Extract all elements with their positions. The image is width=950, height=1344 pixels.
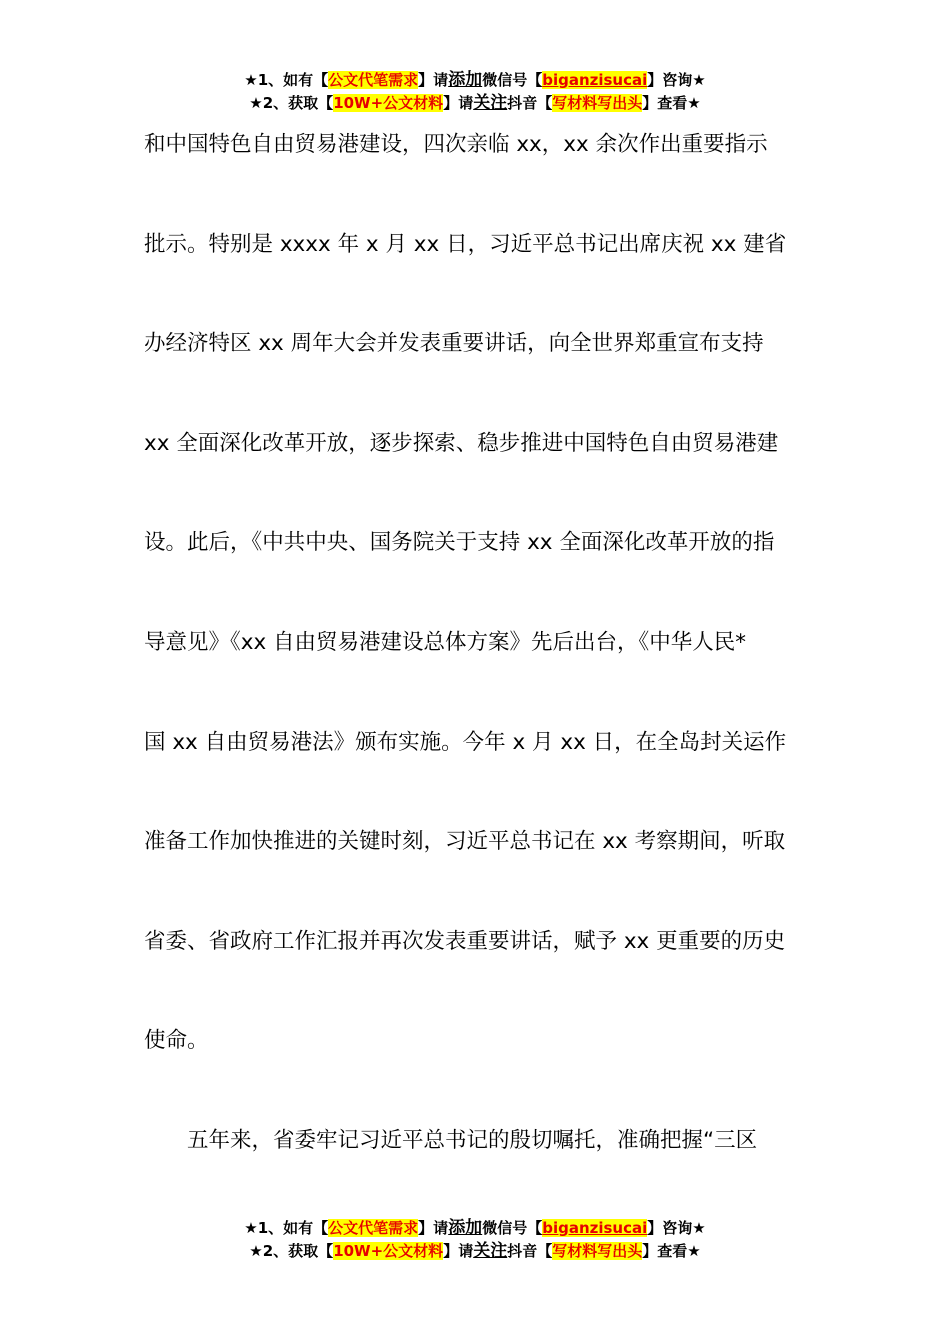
banner-text: 】查看★ (642, 94, 701, 112)
banner-text: ★2、获取【 (249, 1242, 334, 1260)
paragraph-line: 办经济特区 xx 周年大会并发表重要讲话，向全世界郑重宣布支持 (144, 331, 764, 357)
banner-text: 】请 (418, 1219, 449, 1237)
banner-text: 】请 (443, 1242, 474, 1260)
header-banner-line-2 (0, 92, 950, 115)
header-banner-line-1 (0, 69, 950, 92)
paragraph-line: 省委、省政府工作汇报并再次发表重要讲话，赋予 xx 更重要的历史 (144, 928, 786, 954)
paragraph-line: xx 全面深化改革开放，逐步探索、稳步推进中国特色自由贸易港建 (144, 430, 779, 456)
materials-highlight: 10W+公文材料 (333, 94, 444, 112)
banner-text: 微信号【 (482, 71, 543, 89)
douyin-account-highlight: 写材料写出头 (552, 94, 643, 112)
banner-text: ★1、如有【 (244, 71, 329, 89)
banner-text: 抖音【 (507, 94, 553, 112)
follow-emphasis: 关注 (473, 93, 508, 113)
paragraph-line: 批示。特别是 xxxx 年 x 月 xx 日，习近平总书记出席庆祝 xx 建省 (144, 231, 787, 257)
paragraph-line: 设。此后，《中共中央、国务院关于支持 xx 全面深化改革开放的指 (144, 530, 775, 556)
banner-text: 】请 (418, 71, 449, 89)
add-emphasis: 添加 (448, 70, 483, 90)
wechat-id-link[interactable]: biganzisucai (542, 1219, 648, 1237)
paragraph-line: 和中国特色自由贸易港建设，四次亲临 xx，xx 余次作出重要指示 (144, 132, 768, 157)
banner-text: 】咨询★ (647, 71, 706, 89)
header-banner (0, 69, 950, 115)
banner-text: 】请 (443, 94, 474, 112)
banner-text: ★2、获取【 (249, 94, 334, 112)
service-highlight: 公文代笔需求 (328, 71, 419, 89)
wechat-id-link[interactable]: biganzisucai (542, 71, 648, 89)
banner-text: 】咨询★ (647, 1219, 706, 1237)
document-body (144, 119, 814, 1215)
follow-emphasis: 关注 (473, 1241, 508, 1261)
service-highlight: 公文代笔需求 (328, 1219, 419, 1237)
footer-banner-line-2 (0, 1240, 950, 1263)
paragraph-line: 使命。 (144, 1028, 209, 1054)
materials-highlight: 10W+公文材料 (333, 1242, 444, 1260)
banner-text: ★1、如有【 (244, 1219, 329, 1237)
paragraph-line: 国 xx 自由贸易港法》颁布实施。今年 x 月 xx 日，在全岛封关运作 (144, 729, 787, 755)
paragraph-line: 准备工作加快推进的关键时刻，习近平总书记在 xx 考察期间，听取 (144, 829, 786, 855)
footer-banner (0, 1217, 950, 1263)
footer-banner-line-1 (0, 1217, 950, 1240)
paragraph-first-line: 五年来，省委牢记习近平总书记的殷切嘱托，准确把握“三区 (187, 1127, 758, 1153)
banner-text: 】查看★ (642, 1242, 701, 1260)
douyin-account-highlight: 写材料写出头 (552, 1242, 643, 1260)
paragraph-line: 导意见》《xx 自由贸易港建设总体方案》先后出台，《中华人民* (144, 629, 747, 655)
banner-text: 抖音【 (507, 1242, 553, 1260)
add-emphasis: 添加 (448, 1218, 483, 1238)
banner-text: 微信号【 (482, 1219, 543, 1237)
